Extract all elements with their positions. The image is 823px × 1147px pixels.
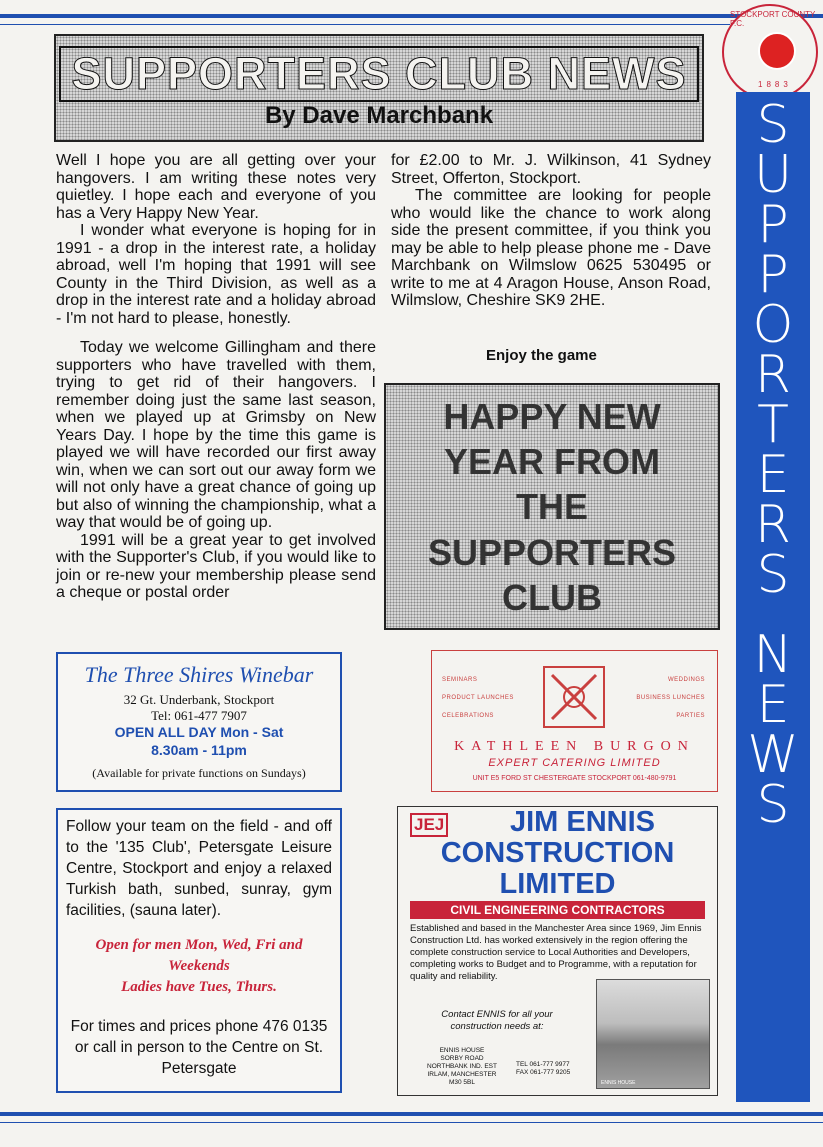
bottom-rule-thin bbox=[0, 1122, 823, 1123]
top-rule-thin bbox=[0, 24, 730, 25]
catering-ad bbox=[431, 650, 718, 792]
catering-item: WEDDINGS bbox=[668, 677, 705, 683]
sidebar-letter: P bbox=[757, 195, 789, 255]
winebar-note: (Available for private functions on Sundays) bbox=[92, 766, 306, 780]
greeting-line: YEAR FROM bbox=[444, 441, 660, 482]
greeting-line: THE bbox=[516, 486, 588, 527]
top-rule bbox=[0, 14, 823, 18]
crest-name: STOCKPORT COUNTY F.C. bbox=[730, 10, 816, 28]
article-paragraph: 1991 will be a great year to get involved with the Supporter's Club, if you would like to join or re-new your membership please send a cheque or postal order bbox=[56, 531, 376, 601]
article-paragraph: Today we welcome Gillingham and there supporters who have travelled with them, trying to get rid of their hangovers. I remember doing just the same last season, when we played up at Grimsby on New Years Day. I hope by the time this game is played we will have recorded our first away win, when we can sort out our away form we will not only have a great chance of going up but also of winning the championship, what a way that would be of going up. bbox=[56, 339, 376, 531]
winebar-times: 8.30am - 11pm bbox=[151, 742, 247, 758]
ennis-contact-call: Contact ENNIS for all your construction needs at: bbox=[441, 1009, 553, 1032]
sidebar-letter: E bbox=[756, 675, 790, 735]
page-header bbox=[54, 34, 704, 142]
ennis-description: Established and based in the Manchester Area since 1969, Jim Ennis Construction Ltd. has worked extensively in the region offering the complete construction service to Local Authorities and Developers, completing works to Budget and to Programme, with a reputation for quality and reliability. bbox=[410, 923, 702, 982]
sidebar-letter: R bbox=[754, 495, 792, 555]
bottom-rule bbox=[0, 1112, 823, 1116]
article-paragraph: The committee are looking for people who would like the chance to work along side the present committee, if you think you may be able to help please phone me - Dave Marchbank on Wilmslow 0625 530495 or write to me at 4 Aragon House, Anson Road, Wilmslow, Cheshire SK9 2HE. bbox=[391, 187, 711, 309]
ennis-house-photo bbox=[596, 979, 710, 1089]
catering-item: SEMINARS bbox=[442, 677, 478, 683]
club-crest bbox=[722, 4, 818, 100]
ennis-construction-ad bbox=[397, 806, 718, 1096]
page-title: SUPPORTERS CLUB NEWS bbox=[56, 46, 702, 102]
caterer-address: UNIT E5 FORD ST CHESTERGATE STOCKPORT 061-480-9791 bbox=[472, 775, 677, 782]
winebar-ad bbox=[56, 652, 342, 792]
article-paragraph: I wonder what everyone is hoping for in 1991 - a drop in the interest rate, a holiday abroad, well I'm hoping that 1991 will see County in the Third Division, as well as a drop in the interest rate and a holiday abroad - I'm not hard to please, honestly. bbox=[56, 222, 376, 327]
sidebar-banner bbox=[736, 92, 810, 1102]
ennis-address: ENNIS HOUSE SORBY ROAD NORTHBANK IND. EST IRLAM, MANCHESTER M30 5BL bbox=[427, 1047, 497, 1086]
club-135-ad bbox=[56, 808, 342, 1093]
sidebar-letter: T bbox=[757, 395, 789, 455]
sidebar-letters bbox=[736, 95, 810, 835]
greeting-line: HAPPY NEW bbox=[443, 396, 661, 437]
sidebar-letter: U bbox=[753, 145, 793, 205]
article-paragraph: for £2.00 to Mr. J. Wilkinson, 41 Sydney Street, Offerton, Stockport. bbox=[391, 152, 711, 187]
catering-item: CELEBRATIONS bbox=[442, 713, 494, 719]
hours-line: Open for men Mon, Wed, Fri and bbox=[95, 937, 303, 953]
winebar-address: 32 Gt. Underbank, Stockport bbox=[123, 692, 275, 707]
caterer-tagline: EXPERT CATERING LIMITED bbox=[488, 757, 661, 769]
cutlery-logo-icon bbox=[540, 661, 608, 733]
club-135-contact: For times and prices phone 476 0135 or call in person to the Centre on St. Petersgate bbox=[70, 1018, 328, 1077]
sidebar-letter: N bbox=[753, 625, 793, 685]
catering-item: BUSINESS LUNCHES bbox=[636, 695, 705, 701]
signoff: Enjoy the game bbox=[486, 347, 597, 364]
ennis-fax: FAX 061-777 9205 bbox=[516, 1069, 571, 1076]
catering-item: PRODUCT LAUNCHES bbox=[442, 695, 514, 701]
article-left-column bbox=[56, 152, 376, 602]
article-paragraph: Well I hope you are all getting over your hangovers. I am writing these notes very quietley. I hope each and everyone of you has a Very Happy New Year. bbox=[56, 152, 376, 222]
ennis-logo: JEJ bbox=[410, 813, 448, 837]
photo-caption: ENNIS HOUSE bbox=[601, 1080, 636, 1086]
club-135-description: Follow your team on the field - and off to the '135 Club', Petersgate Leisure Centre, Stockport and enjoy a relaxed Turkish bath, sunbed, sunray, gym facilities, (sauna later). bbox=[66, 818, 332, 919]
sidebar-letter: W bbox=[747, 725, 799, 785]
winebar-hours: OPEN ALL DAY Mon - Sat bbox=[114, 724, 284, 740]
winebar-tel: Tel: 061-477 7907 bbox=[151, 708, 247, 723]
caterer-name: KATHLEEN BURGON bbox=[454, 739, 695, 754]
new-year-greeting bbox=[384, 383, 720, 630]
hours-line: Weekends bbox=[168, 958, 230, 974]
sidebar-letter: E bbox=[756, 445, 790, 505]
crest-year: 1883 bbox=[758, 80, 792, 89]
ennis-name-line3: LIMITED bbox=[499, 868, 616, 900]
sidebar-letter: P bbox=[757, 245, 789, 305]
sidebar-letter: S bbox=[756, 545, 790, 605]
ennis-banner: CIVIL ENGINEERING CONTRACTORS bbox=[410, 901, 705, 919]
club-135-hours bbox=[58, 935, 340, 998]
sidebar-letter: S bbox=[756, 95, 790, 155]
sidebar-letter: S bbox=[756, 775, 790, 835]
ennis-name-line2: CONSTRUCTION bbox=[440, 837, 675, 869]
greeting-line: SUPPORTERS bbox=[427, 532, 677, 573]
ennis-tel: TEL 061-777 9977 bbox=[516, 1061, 570, 1068]
greeting-line: CLUB bbox=[502, 577, 602, 618]
football-icon bbox=[758, 32, 796, 70]
catering-item: PARTIES bbox=[676, 713, 705, 719]
sidebar-letter: R bbox=[754, 345, 792, 405]
ennis-name-line1: JIM ENNIS bbox=[509, 806, 656, 838]
hours-line: Ladies have Tues, Thurs. bbox=[121, 979, 277, 995]
byline: By Dave Marchbank bbox=[264, 102, 494, 129]
article-right-column bbox=[391, 152, 711, 310]
sidebar-letter: O bbox=[752, 295, 794, 355]
winebar-name: The Three Shires Winebar bbox=[84, 662, 314, 687]
